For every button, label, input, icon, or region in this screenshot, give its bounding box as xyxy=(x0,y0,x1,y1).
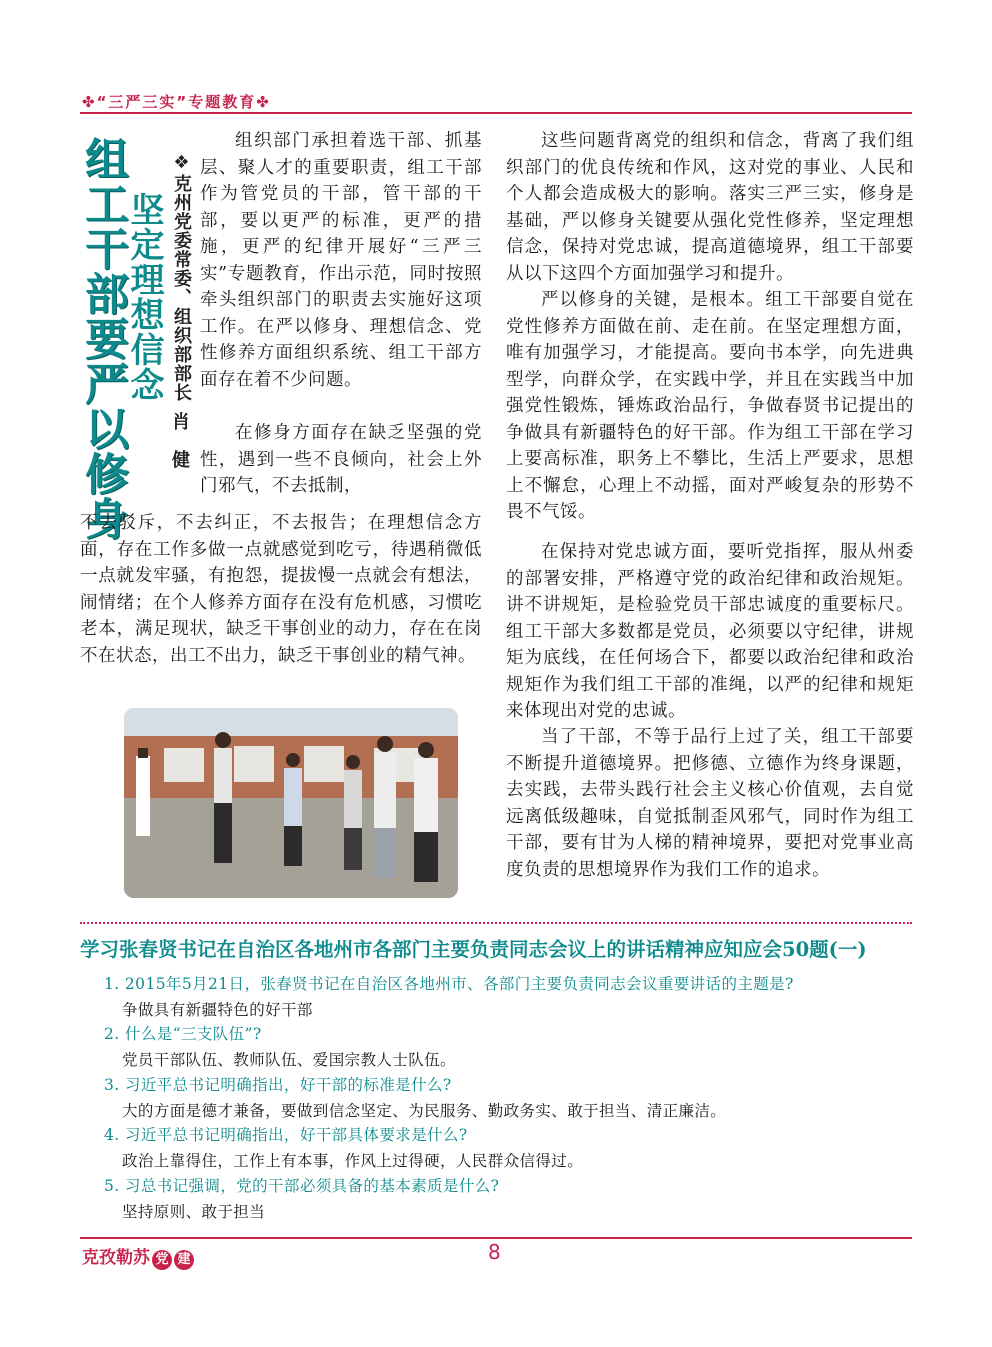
section-divider xyxy=(80,922,912,924)
article-author-role: ❖克州党委常委、组织部部长 xyxy=(171,152,192,402)
quiz-question-2: 2. 什么是“三支队伍”? xyxy=(104,1025,262,1043)
quiz-answer-4: 政治上靠得住，工作上有本事，作风上过得硬，人民群众信得过。 xyxy=(122,1152,584,1170)
quiz-answer-1: 争做具有新疆特色的好干部 xyxy=(122,1001,313,1019)
quiz-answer-2: 党员干部队伍、教师队伍、爱国宗教人士队伍。 xyxy=(122,1051,456,1069)
article-paragraph-5: 在保持对党忠诚方面，要听党指挥，服从州委的部署安排，严格遵守党的政治纪律和政治规矩。讲不讲规矩，是检验党员干部忠诚度的重要标尺。组工干部大多数都是党员，必须要以守纪律，讲规矩为底线，在任何场合下，都要以政治纪律和政治规矩作为我们组工干部的准绳，以严的纪律和规矩来体现出对党的忠诚。 xyxy=(506,542,914,721)
article-paragraph-2b: 不去驳斥，不去纠正，不去报告；在理想信念方面，存在工作多做一点就感觉到吃亏，待遇稍微低一点就发牢骚，有抱怨，提拔慢一点就会有想法，闹情绪；在个人修养方面存在没有危机感，习惯吃老本，满足现状，缺乏干事创业的动力，存在在岗不在状态，出工不出力，缺乏干事创业的精气神。 xyxy=(80,513,482,666)
article-author-name: 肖健 xyxy=(169,412,190,488)
section-header: ✤“三严三实”专题教育✤ xyxy=(82,93,271,111)
quiz-question-5: 5. 习总书记强调，党的干部必须具备的基本素质是什么? xyxy=(104,1177,500,1195)
quiz-question-4: 4. 习近平总书记明确指出，好干部具体要求是什么? xyxy=(104,1126,468,1144)
footer-brand-circle-1: 党 xyxy=(152,1250,172,1270)
quiz-answer-3: 大的方面是德才兼备，要做到信念坚定、为民服务、勤政务实、敢于担当、清正廉洁。 xyxy=(122,1102,727,1120)
article-title: 组工干部要严以修身 xyxy=(77,136,128,541)
footer-divider xyxy=(80,1237,912,1239)
header-divider xyxy=(80,112,912,114)
article-paragraph-1: 组织部门承担着选干部、抓基层、聚人才的重要职责，组工干部作为管党员的干部，管干部的干部，要以更严的标准，更严的措施，更严的纪律开展好“三严三实”专题教育，作出示范，同时按照牵头组织部门的职责去实施好这项工作。在严以修身、理想信念、党性修养方面组织系统、组工干部方面存在着不少问题。 xyxy=(200,131,482,390)
quiz-answer-5: 坚持原则、敢于担当 xyxy=(122,1203,266,1221)
footer-brand-circle-2: 建 xyxy=(174,1250,194,1270)
article-paragraph-4: 严以修身的关键，是根本。组工干部要自觉在党性修养方面做在前、走在前。在坚定理想方面，唯有加强学习，才能提高。要向书本学，向先进典型学，向群众学，在实践中学，并且在实践当中加强党性锻炼，锤炼政治品行，争做春贤书记提出的争做具有新疆特色的好干部。作为组工干部在学习上要高标准，职务上不攀比，生活上严要求，思想上不懈怠，心理上不动摇，面对严峻复杂的形势不畏不气馁。 xyxy=(506,290,914,522)
article-photo xyxy=(124,708,458,898)
quiz-title: 学习张春贤书记在自治区各地州市各部门主要负责同志会议上的讲话精神应知应会50题(一) xyxy=(80,938,867,961)
article-paragraph-2a: 在修身方面存在缺乏坚强的党性，遇到一些不良倾向，社会上外门邪气，不去抵制， xyxy=(200,423,482,496)
article-subtitle: 坚定理想信念 xyxy=(124,192,164,402)
article-paragraph-6: 当了干部，不等于品行上过了关，组工干部要不断提升道德境界。把修德、立德作为终身课题，去实践，去带头践行社会主义核心价值观，去自觉远离低级趣味，自觉抵制歪风邪气，同时作为组工干部，要有甘为人梯的精神境界，要把对党事业高度负责的思想境界作为我们工作的追求。 xyxy=(506,727,914,880)
footer-brand-text: 克孜勒苏 xyxy=(82,1248,150,1268)
footer-brand xyxy=(82,1243,194,1270)
page-number: 8 xyxy=(488,1240,501,1264)
quiz-question-1: 1. 2015年5月21日，张春贤书记在自治区各地州市、各部门主要负责同志会议重要讲话的主题是? xyxy=(104,975,794,993)
quiz-question-3: 3. 习近平总书记明确指出，好干部的标准是什么? xyxy=(104,1076,452,1094)
article-paragraph-3: 这些问题背离党的组织和信念，背离了我们组织部门的优良传统和作风，这对党的事业、人民和个人都会造成极大的影响。落实三严三实，修身是基础，严以修身关键要从强化党性修养，坚定理想信念，保持对党忠诚，提高道德境界，组工干部要从以下这四个方面加强学习和提升。 xyxy=(506,131,914,284)
